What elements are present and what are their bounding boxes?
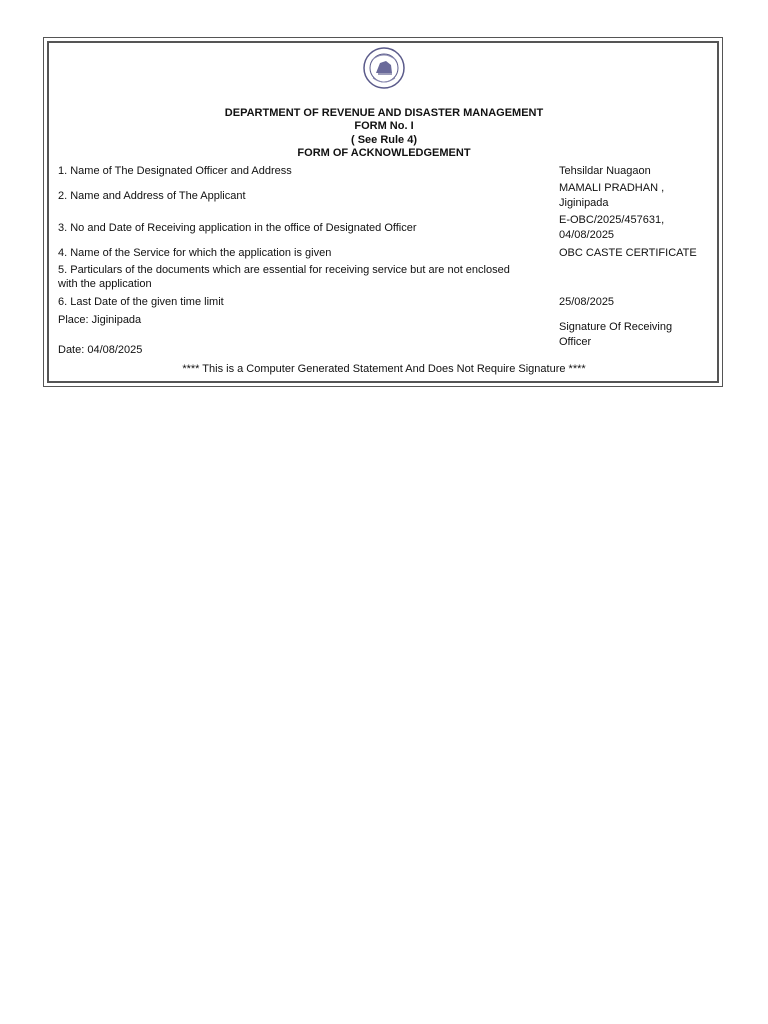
form-number: FORM No. I	[354, 120, 414, 132]
form-title: FORM OF ACKNOWLEDGEMENT	[297, 147, 471, 159]
signature-line-1: Signature Of Receiving	[559, 321, 673, 333]
row-5-label-line-1: 5. Particulars of the documents which are essential for receiving service but are not enclosed	[58, 264, 510, 276]
state-emblem-icon	[362, 46, 406, 90]
row-6-label: 6. Last Date of the given time limit	[58, 296, 224, 308]
signature-line-2: Officer	[559, 336, 592, 348]
row-6-value: 25/08/2025	[559, 296, 615, 308]
row-1-label: 1. Name of The Designated Officer and Address	[58, 165, 292, 177]
place-text: Place: Jiginipada	[58, 314, 142, 326]
row-3-value-line-2: 04/08/2025	[559, 229, 615, 241]
row-4-value: OBC CASTE CERTIFICATE	[559, 247, 697, 259]
row-2-value-line-2: Jiginipada	[559, 197, 609, 209]
row-3-label: 3. No and Date of Receiving application in the office of Designated Officer	[58, 222, 417, 234]
row-4-label: 4. Name of the Service for which the application is given	[58, 247, 332, 259]
computer-generated-note: **** This is a Computer Generated Statement And Does Not Require Signature ****	[182, 363, 586, 375]
row-5-label-line-2: with the application	[58, 278, 152, 290]
row-1-value: Tehsildar Nuagaon	[559, 165, 651, 177]
date-text: Date: 04/08/2025	[58, 344, 143, 356]
row-2-label: 2. Name and Address of The Applicant	[58, 190, 246, 202]
row-3-value-line-1: E-OBC/2025/457631,	[559, 214, 665, 226]
rule-reference: ( See Rule 4)	[350, 134, 418, 146]
row-2-value-line-1: MAMALI PRADHAN ,	[559, 182, 665, 194]
department-title: DEPARTMENT OF REVENUE AND DISASTER MANAGEMENT	[224, 107, 544, 119]
